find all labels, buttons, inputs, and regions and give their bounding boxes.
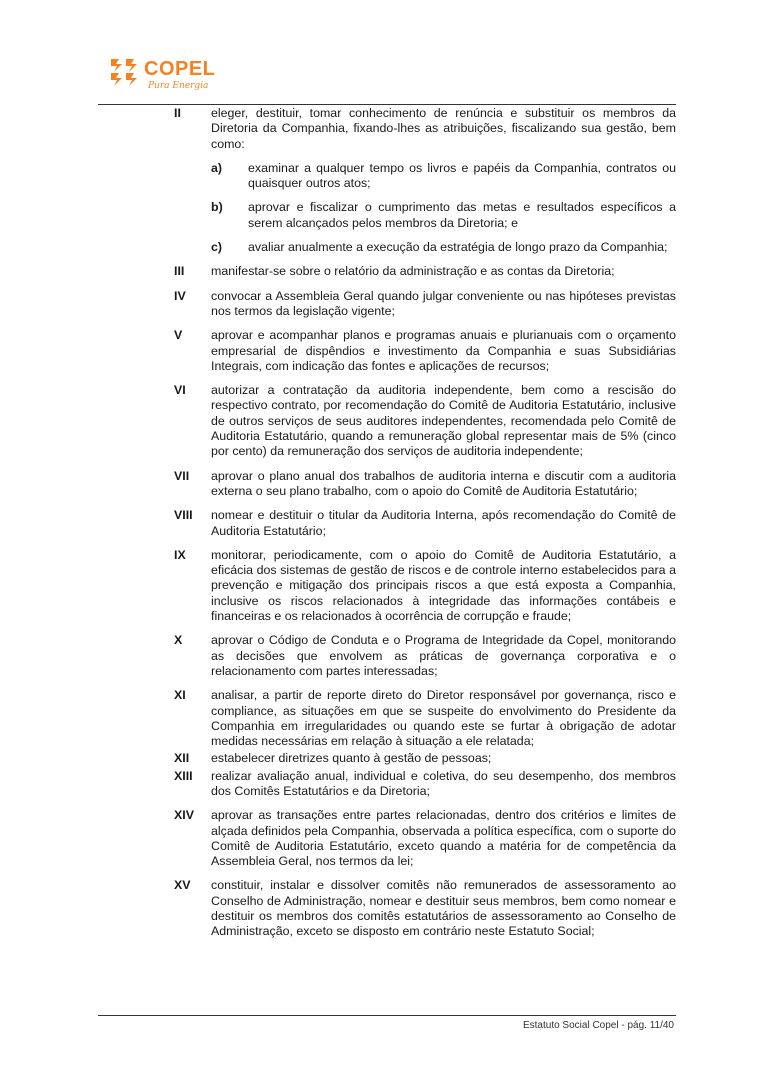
- copel-logo-icon: [108, 56, 140, 88]
- sub-item-text: aprovar e fiscalizar o cumprimento das metas e resultados específicos a serem alcançados pelos membros da Diretoria; e: [248, 200, 676, 230]
- list-item: [174, 469, 676, 500]
- list-item: [174, 548, 676, 624]
- list-item: [174, 106, 676, 255]
- item-text: constituir, instalar e dissolver comitês não remunerados de assessoramento ao Conselho de Administração, nomear e destituir seus membros, bem como nomear e destituir os membros dos comitês estatutários de assessoramento ao Conselho de Administração, exceto se disposto em contrário neste Estatuto Social;: [211, 878, 676, 939]
- list-item: [174, 751, 676, 766]
- item-text: autorizar a contratação da auditoria independente, bem como a rescisão do respectivo contrato, por recomendação do Comitê de Auditoria Estatutário, inclusive de outros serviços de seus auditores independentes, recomendada pelo Comitê de Auditoria Estatutário, quando a remuneração global representar mais de 5% (cinco por cento) da remuneração dos serviços de auditoria independente;: [211, 383, 676, 459]
- item-number: XIII: [174, 768, 193, 783]
- item-text: realizar avaliação anual, individual e coletiva, do seu desempenho, dos membros dos Comitês Estatutários e da Diretoria;: [211, 768, 676, 798]
- item-number: VII: [174, 468, 190, 483]
- item-number: IV: [174, 288, 186, 303]
- header-divider: [98, 104, 676, 105]
- list-item: [174, 383, 676, 459]
- item-number: XV: [174, 878, 191, 893]
- sub-item-letter: a): [211, 160, 223, 175]
- item-number: III: [174, 264, 185, 279]
- item-text: eleger, destituir, tomar conhecimento de renúncia e substituir os membros da Diretoria da Companhia, fixando-lhes as atribuições, fiscalizando sua gestão, bem como:: [211, 106, 676, 151]
- item-text: analisar, a partir de reporte direto do Diretor responsável por governança, risco e compliance, as situações em que se suspeite do envolvimento do Presidente da Companhia em irregularidades ou quando este se furtar à obrigação de adotar medidas necessárias em relação à situação a ele relatada;: [211, 688, 676, 749]
- copel-logo: [108, 54, 218, 98]
- item-number: II: [174, 106, 181, 120]
- item-text: estabelecer diretrizes quanto à gestão de pessoas;: [211, 751, 492, 766]
- list-item: [174, 878, 676, 939]
- list-item: [174, 688, 676, 749]
- item-number: XI: [174, 688, 186, 703]
- item-number: VIII: [174, 508, 193, 523]
- list-item: [174, 808, 676, 869]
- item-number: IX: [174, 547, 186, 562]
- sub-item-text: examinar a qualquer tempo os livros e papéis da Companhia, contratos ou quaisquer outros atos;: [248, 160, 676, 191]
- logo-tagline: Pura Energia: [148, 81, 209, 91]
- logo-name: COPEL: [144, 58, 216, 80]
- item-text: aprovar as transações entre partes relacionadas, dentro dos critérios e limites de alçada definidos pela Companhia, observada a política específica, com o suporte do Comitê de Auditoria Estatutário, exceto quando a matéria for de competência da Assembleia Geral, nos termos da lei;: [211, 808, 676, 869]
- list-item: [174, 633, 676, 679]
- sub-item: [211, 240, 676, 255]
- sub-item: [211, 200, 676, 231]
- item-text: nomear e destituir o titular da Auditoria Interna, após recomendação do Comitê de Auditoria Estatutário;: [211, 508, 676, 538]
- item-text: aprovar e acompanhar planos e programas anuais e plurianuais com o orçamento empresarial de dispêndios e investimento da Companhia e suas Subsidiárias Integrais, com indicação das fontes e aplicações de recursos;: [211, 328, 676, 373]
- item-text: monitorar, periodicamente, com o apoio do Comitê de Auditoria Estatutário, a eficácia dos sistemas de gestão de riscos e de controle interno estabelecidos para a prevenção e mitigação dos principais riscos a que está exposta a Companhia, inclusive os riscos relacionados à integridade das informações contábeis e financeiras e os relacionados à ocorrência de corrupção e fraude;: [211, 547, 676, 624]
- item-number: VI: [174, 383, 186, 398]
- list-item: [174, 508, 676, 539]
- sub-item-text: avaliar anualmente a execução da estratégia de longo prazo da Companhia;: [248, 240, 668, 255]
- item-text: aprovar o plano anual dos trabalhos de auditoria interna e discutir com a auditoria externa o seu plano trabalho, com o apoio do Comitê de Auditoria Estatutário;: [211, 468, 676, 498]
- list-item: [174, 769, 676, 800]
- footer-divider: [98, 1015, 676, 1016]
- item-text: manifestar-se sobre o relatório da administração e as contas da Diretoria;: [211, 264, 615, 279]
- item-text: convocar a Assembleia Geral quando julgar conveniente ou nas hipóteses previstas nos termos da legislação vigente;: [211, 288, 676, 318]
- item-number: XIV: [174, 808, 194, 823]
- item-text: aprovar o Código de Conduta e o Programa de Integridade da Copel, monitorando as decisões que envolvem as práticas de governança corporativa e o relacionamento com partes interessadas;: [211, 633, 676, 678]
- document-body: [174, 106, 676, 958]
- item-number: X: [174, 633, 183, 648]
- sub-item: [211, 161, 676, 192]
- list-item: [174, 289, 676, 320]
- item-number: V: [174, 328, 183, 343]
- sub-item-letter: c): [211, 240, 223, 255]
- item-number: XII: [174, 751, 190, 766]
- list-item: [174, 264, 676, 279]
- page-footer: Estatuto Social Copel - pág. 11/40: [522, 1020, 674, 1031]
- sub-item-letter: b): [211, 200, 223, 215]
- list-item: [174, 328, 676, 374]
